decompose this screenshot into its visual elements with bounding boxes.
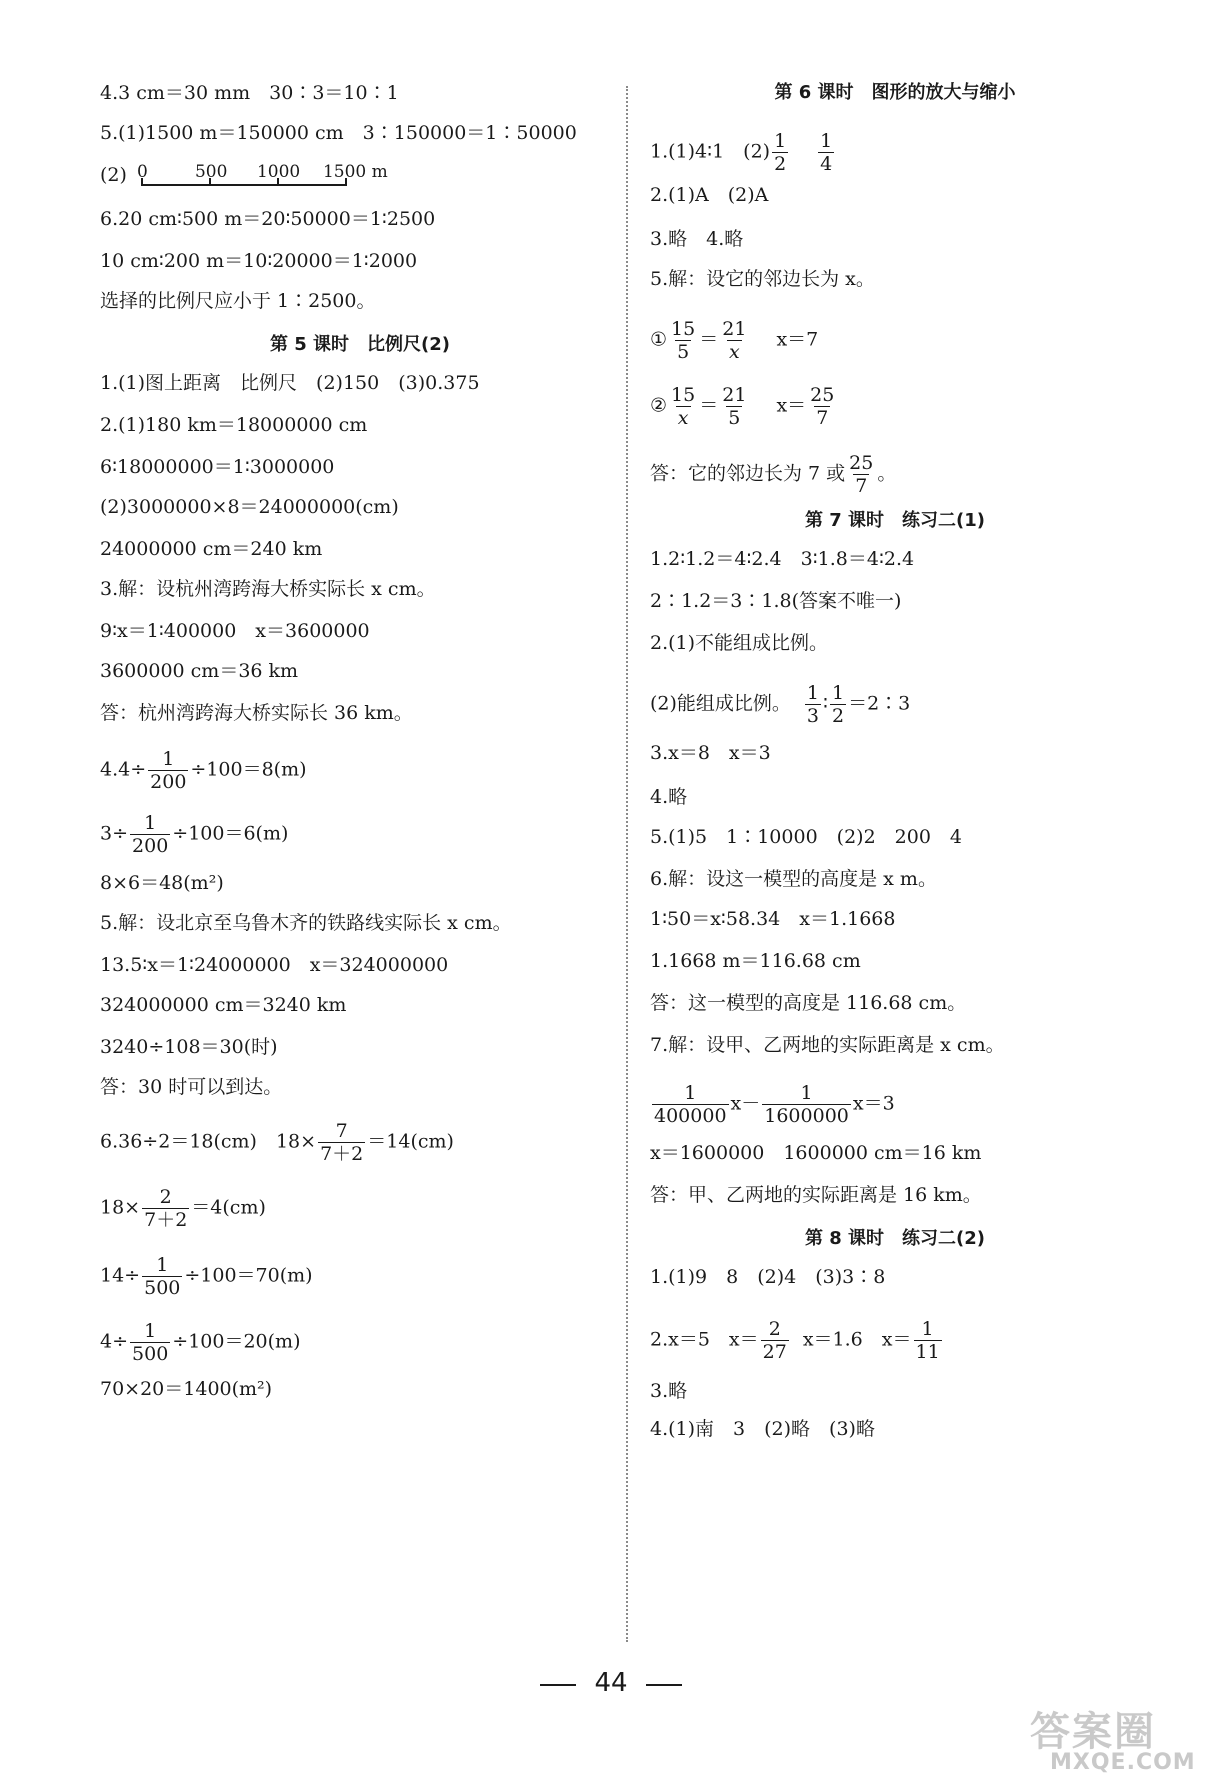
fraction-line — [650, 318, 818, 363]
denominator: 5 — [728, 407, 741, 429]
fraction — [830, 682, 846, 727]
denominator: 3 — [806, 705, 820, 727]
numerator: 1 — [162, 748, 175, 770]
expr-text: x＝3 — [852, 1092, 895, 1115]
expr-text: x＝1.6 x＝ — [802, 1328, 912, 1351]
numerator: 1 — [820, 130, 833, 152]
denominator: 2 — [774, 153, 787, 175]
fraction — [130, 1320, 170, 1365]
answer-line: 1.(1)图上距离 比例尺 (2)150 (3)0.375 — [100, 372, 480, 394]
answer-line: 8×6＝48(m²) — [100, 872, 224, 894]
scale-label: 0 — [136, 162, 148, 182]
answer-line: 3.解：设杭州湾跨海大桥实际长 x cm。 — [100, 578, 436, 600]
numerator: 1 — [800, 1082, 813, 1104]
footer-dash-right — [646, 1684, 682, 1686]
denominator: 500 — [132, 1343, 169, 1365]
scale-bar — [136, 162, 388, 189]
fraction — [847, 452, 875, 497]
numerator: 1 — [774, 130, 787, 152]
fraction — [720, 318, 748, 363]
scale-label: 1500 m — [322, 162, 388, 182]
numerator: 1 — [684, 1082, 697, 1104]
numerator: 21 — [722, 384, 747, 406]
answer-line: 1.2∶1.2＝4∶2.4 3∶1.8＝4∶2.4 — [650, 548, 915, 570]
answer-line: 答：甲、乙两地的实际距离是 16 km。 — [650, 1184, 982, 1206]
answer-line: 2∶1.2＝3∶1.8(答案不唯一) — [650, 590, 902, 612]
expr-text: ① — [650, 328, 668, 351]
answer-line: 4.3 cm＝30 mm 30∶3＝10∶1 — [100, 82, 399, 104]
fraction — [130, 812, 170, 857]
scale-label: 1000 — [256, 162, 301, 182]
expr-text: x－ — [730, 1092, 761, 1115]
numerator: 1 — [144, 812, 157, 834]
numerator: 2 — [159, 1186, 172, 1208]
answer-line: 3.x＝8 x＝3 — [650, 742, 771, 764]
lesson-heading: 第 8 课时 练习二(2) — [804, 1228, 986, 1249]
fraction — [805, 682, 821, 727]
answer-line: 6.解：设这一模型的高度是 x m。 — [650, 868, 937, 890]
fraction — [761, 1318, 789, 1363]
expr-text: ÷100＝20(m) — [172, 1330, 301, 1353]
scale-bar-line — [141, 184, 347, 186]
fraction — [720, 384, 748, 429]
fraction — [669, 318, 697, 363]
fraction — [808, 384, 836, 429]
denominator: 5 — [677, 341, 690, 363]
expr-text: x＝7 — [776, 328, 819, 351]
answer-line: 答：杭州湾跨海大桥实际长 36 km。 — [100, 702, 413, 724]
fraction-line — [100, 1120, 454, 1165]
expr-text: ＝14(cm) — [367, 1130, 454, 1153]
denominator: 500 — [144, 1277, 181, 1299]
denominator: 1600000 — [764, 1105, 849, 1127]
expr-text: 18× — [100, 1196, 141, 1219]
fraction — [318, 1120, 365, 1165]
denominator: 11 — [915, 1341, 940, 1363]
denominator: 7＋2 — [144, 1209, 188, 1231]
denominator: 200 — [150, 771, 187, 793]
numerator: 1 — [831, 682, 845, 704]
watermark-logo — [1010, 1700, 1200, 1780]
fraction — [142, 1186, 189, 1231]
answer-line: 13.5∶x＝1∶24000000 x＝324000000 — [100, 954, 449, 976]
answer-line: 2.(1)180 km＝18000000 cm — [100, 414, 368, 436]
answer-line: 3600000 cm＝36 km — [100, 660, 299, 682]
fraction-line — [100, 1254, 313, 1299]
expr-text: 3÷ — [100, 822, 129, 845]
fraction-line — [650, 384, 838, 429]
denominator: 7 — [855, 475, 868, 497]
expr-text: (2)能组成比例。 — [650, 692, 791, 715]
left-column — [100, 0, 620, 1640]
numerator: 1 — [806, 682, 820, 704]
answer-line: 4.(1)南 3 (2)略 (3)略 — [650, 1418, 875, 1440]
answer-line: (2)3000000×8＝24000000(cm) — [100, 496, 399, 518]
numerator: 7 — [335, 1120, 348, 1142]
answer-line: 324000000 cm＝3240 km — [100, 994, 347, 1016]
watermark-text: 答案圈 — [1030, 1709, 1156, 1755]
denominator: 4 — [820, 153, 833, 175]
expr-text: ÷100＝6(m) — [172, 822, 289, 845]
answer-line: 3.略 — [650, 1380, 688, 1402]
answer-line: 70×20＝1400(m²) — [100, 1378, 273, 1400]
expr-text: 2.x＝5 x＝ — [650, 1328, 759, 1351]
denominator: 27 — [762, 1341, 787, 1363]
expr-text: ＝ — [699, 394, 719, 417]
page-number: 44 — [594, 1668, 628, 1698]
expr-text: 1.(1)4∶1 (2) — [650, 140, 771, 163]
denominator: 7 — [816, 407, 829, 429]
fraction — [772, 130, 788, 175]
expr-text: ＝4(cm) — [191, 1196, 266, 1219]
answer-line: 6.20 cm∶500 m＝20∶50000＝1∶2500 — [100, 208, 436, 230]
numerator: 1 — [156, 1254, 169, 1276]
fraction — [652, 1082, 729, 1127]
expr-text: ② — [650, 394, 668, 417]
answer-line: 6∶18000000＝1∶3000000 — [100, 456, 335, 478]
answer-line: 1.(1)9 8 (2)4 (3)3∶8 — [650, 1266, 886, 1288]
expr-text: ＝2∶3 — [848, 692, 911, 715]
expr-text: 4÷ — [100, 1330, 129, 1353]
numerator: 1 — [144, 1320, 157, 1342]
fraction — [142, 1254, 182, 1299]
right-column — [650, 0, 1140, 1640]
lesson-heading: 第 5 课时 比例尺(2) — [269, 334, 451, 355]
answer-line: 24000000 cm＝240 km — [100, 538, 323, 560]
fraction-line — [100, 812, 288, 857]
watermark-url: MXQE.COM — [1050, 1750, 1196, 1775]
fraction-line — [650, 1082, 895, 1127]
fraction — [669, 384, 697, 429]
fraction — [762, 1082, 851, 1127]
fraction-line — [650, 130, 836, 175]
scale-label: 500 — [194, 162, 228, 182]
numerator: 15 — [671, 384, 696, 406]
answer-line: 1∶50＝x∶58.34 x＝1.1668 — [650, 908, 896, 930]
fraction-line — [650, 1318, 944, 1363]
denominator: x — [677, 407, 689, 429]
answer-line: 2.(1)A (2)A — [650, 184, 769, 206]
answer-line: 3.略 4.略 — [650, 228, 744, 250]
expr-text: x＝ — [776, 394, 807, 417]
numerator: 2 — [768, 1318, 781, 1340]
answer-line: x＝1600000 1600000 cm＝16 km — [650, 1142, 982, 1164]
expr-text: 6.36÷2＝18(cm) 18× — [100, 1130, 317, 1153]
numerator: 15 — [671, 318, 696, 340]
fraction-line — [100, 1186, 266, 1231]
fraction-line — [650, 452, 896, 497]
fraction-line — [100, 748, 307, 793]
denominator: 7＋2 — [320, 1143, 364, 1165]
fraction-line — [100, 1320, 301, 1365]
numerator: 25 — [810, 384, 835, 406]
answer-line: 3240÷108＝30(时) — [100, 1036, 278, 1058]
expr-text: 4.4÷ — [100, 758, 147, 781]
fraction — [818, 130, 834, 175]
answer-line: 5.(1)5 1∶10000 (2)2 200 4 — [650, 826, 963, 848]
lesson-heading: 第 6 课时 图形的放大与缩小 — [774, 82, 1016, 103]
answer-line: 5.解：设北京至乌鲁木齐的铁路线实际长 x cm。 — [100, 912, 512, 934]
answer-line: 2.(1)不能组成比例。 — [650, 632, 829, 654]
answer-line: 答：这一模型的高度是 116.68 cm。 — [650, 992, 967, 1014]
expr-text: 答：它的邻边长为 7 或 — [650, 462, 846, 485]
fraction — [148, 748, 188, 793]
answer-line: 10 cm∶200 m＝10∶20000＝1∶2000 — [100, 250, 418, 272]
expr-text: 。 — [877, 462, 897, 485]
answer-line: 答：30 时可以到达。 — [100, 1076, 283, 1098]
expr-text: ＝ — [699, 328, 719, 351]
answer-prefix: (2) — [100, 164, 127, 186]
fraction-line — [650, 682, 910, 727]
answer-line: 4.略 — [650, 786, 688, 808]
answer-line: 选择的比例尺应小于 1∶2500。 — [100, 290, 376, 312]
denominator: 2 — [831, 705, 845, 727]
denominator: x — [728, 341, 740, 363]
fraction — [914, 1318, 942, 1363]
denominator: 200 — [132, 835, 169, 857]
expr-text: ∶ — [823, 692, 828, 715]
column-divider — [626, 86, 628, 1642]
answer-line: 1.1668 m＝116.68 cm — [650, 950, 861, 972]
expr-text: ÷100＝8(m) — [190, 758, 307, 781]
numerator: 1 — [921, 1318, 934, 1340]
denominator: 400000 — [654, 1105, 727, 1127]
lesson-heading: 第 7 课时 练习二(1) — [804, 510, 986, 531]
answer-line: 5.解：设它的邻边长为 x。 — [650, 268, 875, 290]
numerator: 25 — [849, 452, 874, 474]
numerator: 21 — [722, 318, 747, 340]
answer-line: 5.(1)1500 m＝150000 cm 3∶150000＝1∶50000 — [100, 122, 577, 144]
scale-line — [100, 162, 388, 189]
answer-line: 7.解：设甲、乙两地的实际距离是 x cm。 — [650, 1034, 1005, 1056]
answer-line: 9∶x＝1∶400000 x＝3600000 — [100, 620, 370, 642]
expr-text: 14÷ — [100, 1264, 141, 1287]
expr-text: ÷100＝70(m) — [184, 1264, 313, 1287]
